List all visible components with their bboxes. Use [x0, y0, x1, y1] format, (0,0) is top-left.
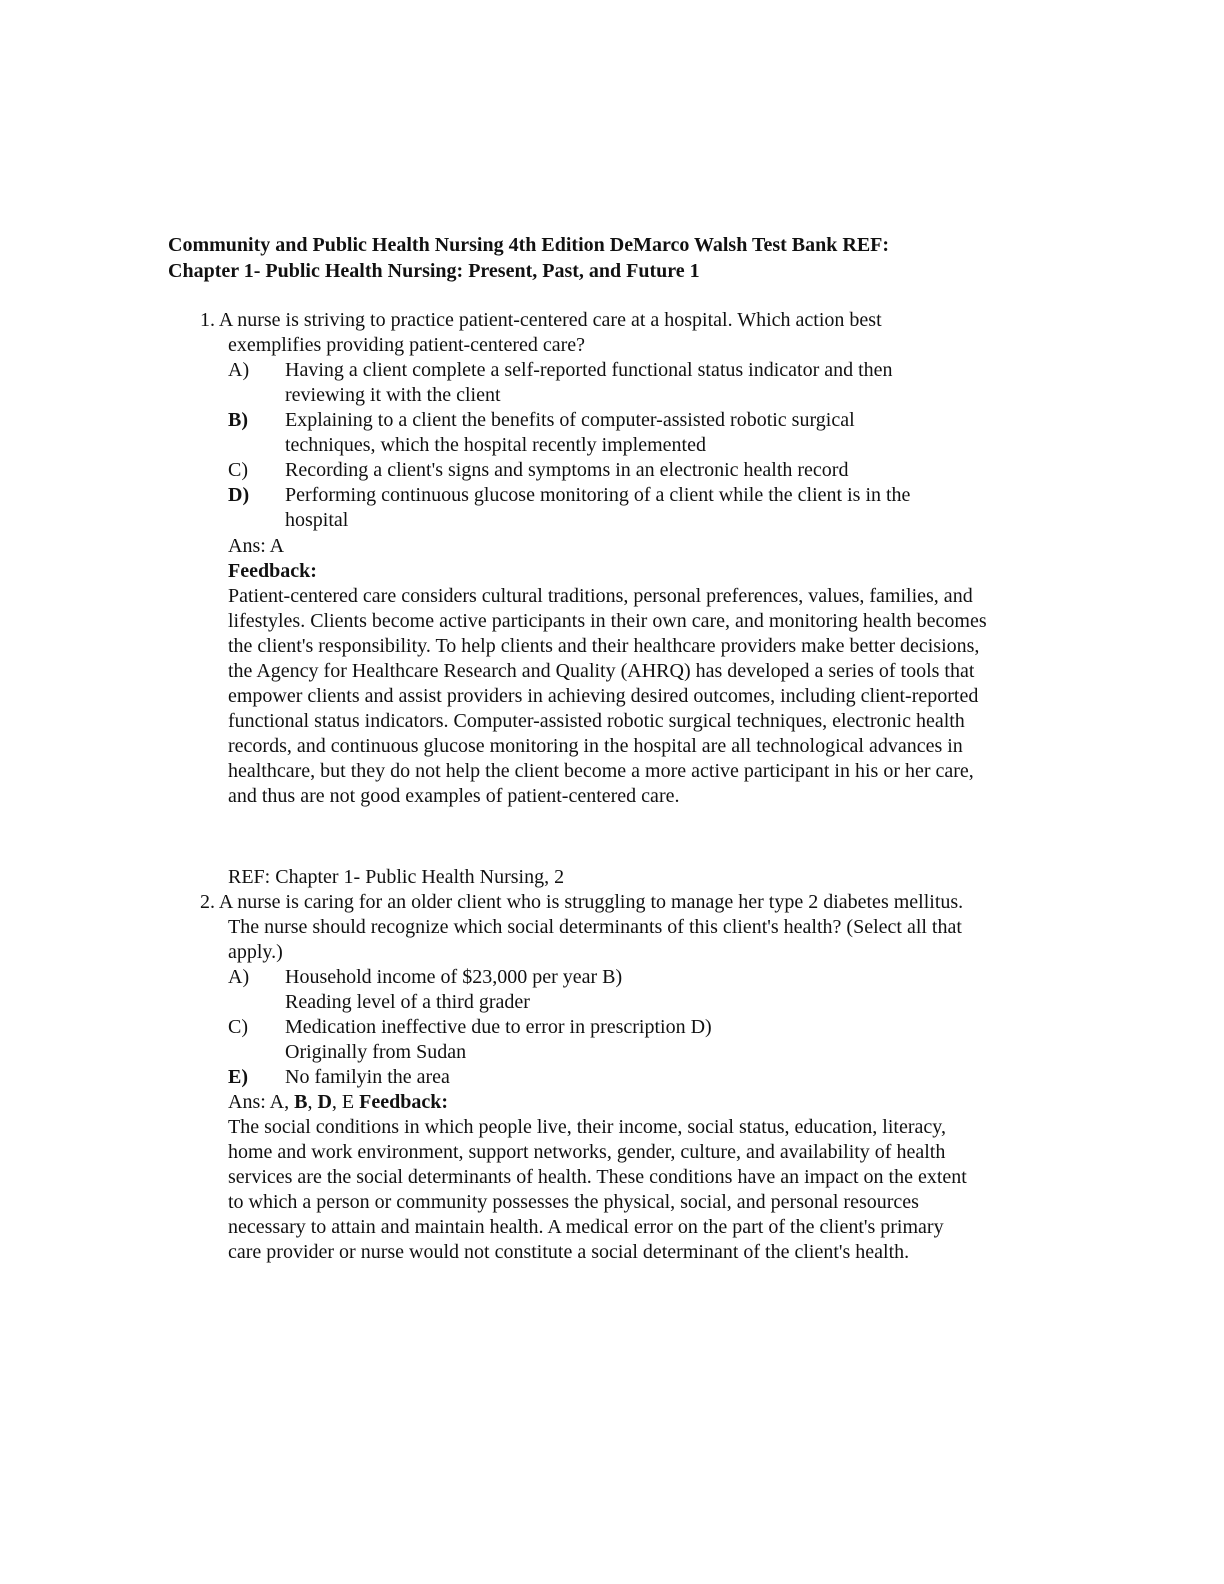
q2-reference: REF: Chapter 1- Public Health Nursing, 2	[228, 866, 565, 888]
q1-option-d-letter: D)	[228, 484, 250, 506]
q2-stem-line-1: 2. A nurse is caring for an older client who is struggling to manage her type 2 diabetes mellitus.	[200, 891, 964, 913]
q2-feedback-line: home and work environment, support networks, gender, culture, and availability of health	[228, 1141, 946, 1163]
title-line-1: Community and Public Health Nursing 4th Edition DeMarco Walsh Test Bank REF:	[168, 234, 890, 256]
q2-option-b-letter-inline: B)	[602, 966, 623, 988]
q2-option-a-letter: A)	[228, 966, 250, 988]
q2-answer-d: D	[317, 1091, 332, 1113]
document-title	[168, 232, 1048, 284]
q1-feedback-line: the Agency for Healthcare Research and Quality (AHRQ) has developed a series of tools that	[228, 660, 975, 682]
q2-feedback-label: Feedback:	[359, 1091, 449, 1113]
q1-feedback-line: records, and continuous glucose monitoring in the hospital are all technological advances in	[228, 735, 963, 757]
q1-option-d-line-1: Performing continuous glucose monitoring of a client while the client is in the	[285, 484, 911, 506]
q1-feedback-line: lifestyles. Clients become active participants in their own care, and monitoring health becomes	[228, 610, 987, 632]
q2-option-c-line-1: Medication ineffective due to error in prescription	[285, 1016, 691, 1038]
q2-option-b-line: Reading level of a third grader	[285, 991, 530, 1013]
q2-option-d-line: Originally from Sudan	[285, 1041, 467, 1063]
title-line-2: Chapter 1- Public Health Nursing: Present, Past, and Future 1	[168, 260, 700, 282]
q2-stem-line-3: apply.)	[228, 941, 283, 963]
q2-answer-mid: ,	[307, 1091, 318, 1113]
q1-option-a-line-2: reviewing it with the client	[285, 384, 501, 406]
q1-option-b-letter: B)	[228, 409, 248, 431]
q1-option-a-line-1: Having a client complete a self-reported functional status indicator and then	[285, 359, 893, 381]
q2-stem-line-2: The nurse should recognize which social determinants of this client's health? (Select all that	[228, 916, 962, 938]
q1-option-b-line-2: techniques, which the hospital recently implemented	[285, 434, 706, 456]
q1-answer: Ans: A	[228, 535, 285, 557]
q2-feedback-line: to which a person or community possesses the physical, social, and personal resources	[228, 1191, 919, 1213]
q1-option-d-line-2: hospital	[285, 509, 349, 531]
q1-feedback-line: healthcare, but they do not help the client become a more active participant in his or her care,	[228, 760, 974, 782]
q2-option-e-text	[285, 1065, 985, 1090]
q1-option-d-text	[285, 483, 985, 533]
q1-option-c-text	[285, 458, 985, 483]
q2-option-a-line-1: Household income of $23,000 per year	[285, 966, 603, 988]
q2-answer-b: B	[294, 1091, 308, 1113]
q1-option-c-letter: C)	[228, 459, 248, 481]
q2-feedback-line: necessary to attain and maintain health. A medical error on the part of the client's primary	[228, 1216, 944, 1238]
q1-feedback-body	[228, 584, 1068, 809]
q2-feedback-line: services are the social determinants of health. These conditions have an impact on the extent	[228, 1166, 967, 1188]
q2-option-a-text	[285, 965, 985, 1015]
q2-feedback-body	[228, 1115, 1068, 1265]
q1-stem-line-1: 1. A nurse is striving to practice patient-centered care at a hospital. Which action best	[200, 309, 882, 331]
q2-option-d-letter-inline: D)	[690, 1016, 712, 1038]
q2-feedback-line: care provider or nurse would not constitute a social determinant of the client's health.	[228, 1241, 910, 1263]
q2-answer-suffix: , E	[331, 1091, 360, 1113]
q1-feedback-line: the client's responsibility. To help clients and their healthcare providers make better decisions,	[228, 635, 980, 657]
q2-feedback-line: The social conditions in which people live, their income, social status, education, literacy,	[228, 1116, 946, 1138]
q1-feedback-line: empower clients and assist providers in achieving desired outcomes, including client-reported	[228, 685, 979, 707]
q2-answer-prefix: Ans: A,	[228, 1091, 295, 1113]
q1-option-b-line-1: Explaining to a client the benefits of computer-assisted robotic surgical	[285, 409, 855, 431]
q1-option-b-text	[285, 408, 985, 458]
q1-option-a-letter: A)	[228, 359, 250, 381]
q2-answer-line	[228, 1090, 448, 1115]
q1-feedback-label: Feedback:	[228, 560, 317, 582]
q2-option-c-text	[285, 1015, 985, 1065]
q2-option-e-letter: E)	[228, 1066, 248, 1088]
q1-stem-line-2: exemplifies providing patient-centered care?	[228, 334, 586, 356]
q1-feedback-line: and thus are not good examples of patient-centered care.	[228, 785, 680, 807]
q1-option-a-text	[285, 358, 985, 408]
q2-option-c-letter: C)	[228, 1016, 248, 1038]
q1-option-c-line-1: Recording a client's signs and symptoms in an electronic health record	[285, 459, 849, 481]
q2-option-e-line-1: No familyin the area	[285, 1066, 450, 1088]
q1-feedback-line: Patient-centered care considers cultural traditions, personal preferences, values, families, and	[228, 585, 973, 607]
q1-feedback-line: functional status indicators. Computer-assisted robotic surgical techniques, electronic health	[228, 710, 965, 732]
